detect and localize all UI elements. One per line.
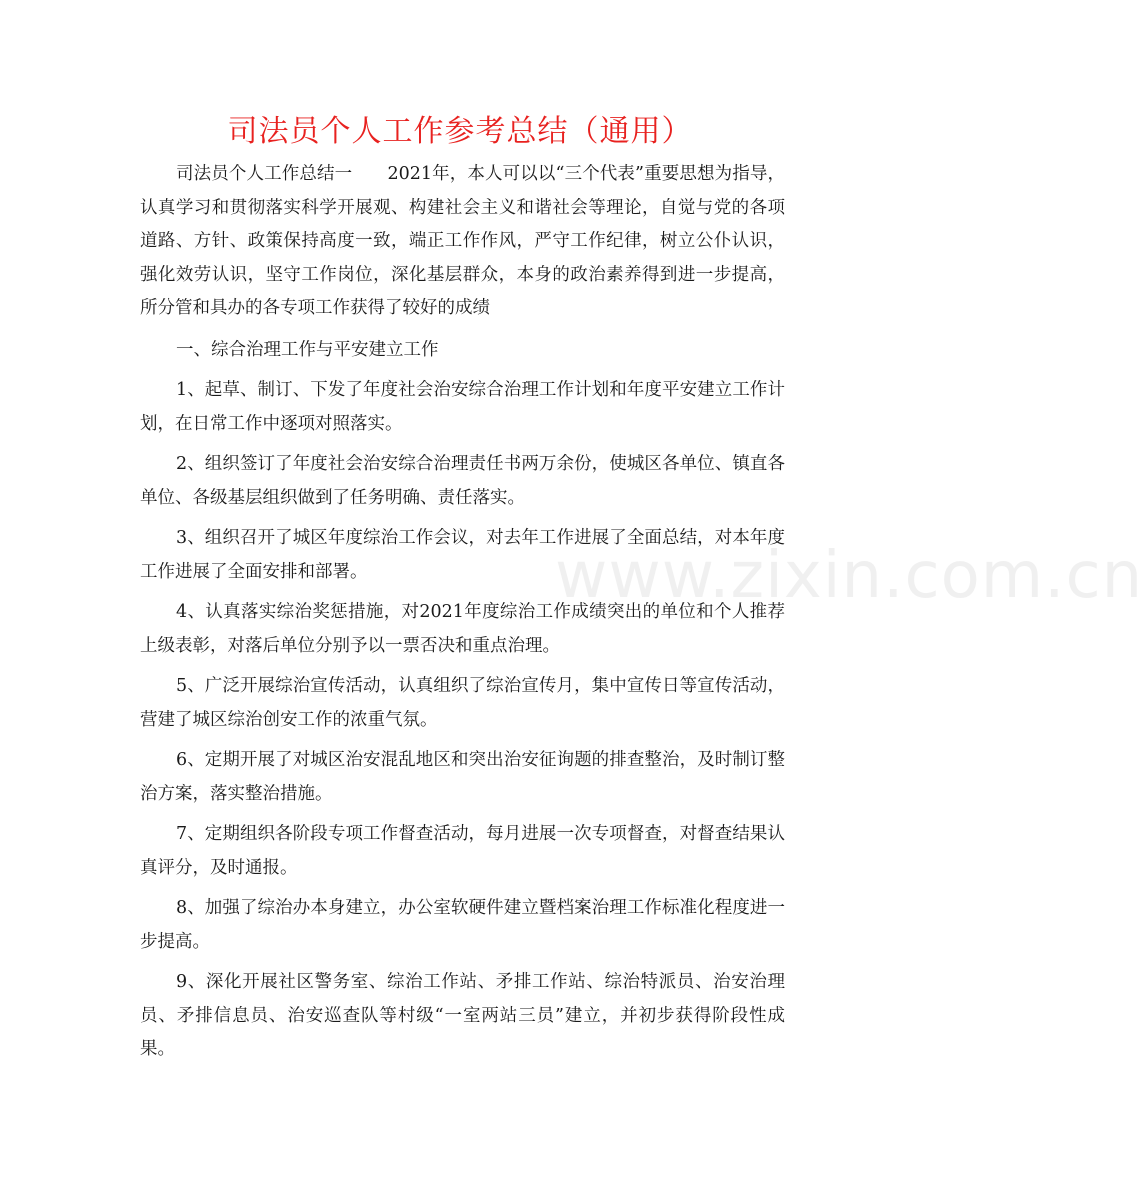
list-item: 6、定期开展了对城区治安混乱地区和突出治安征询题的排查整治，及时制订整治方案，落实整治措施。 <box>140 750 785 804</box>
list-item: 9、深化开展社区警务室、综治工作站、矛排工作站、综治特派员、治安治理员、矛排信息员、治安巡查队等村级“一室两站三员”建立，并初步获得阶段性成果。 <box>140 972 785 1059</box>
list-item: 4、认真落实综治奖惩措施，对2021年度综治工作成绩突出的单位和个人推荐上级表彰，对落后单位分别予以一票否决和重点治理。 <box>140 602 785 656</box>
paragraph-intro: 司法员个人工作总结一 2021年，本人可以以“三个代表”重要思想为指导，认真学习和贯彻落实科学开展观、构建社会主义和谐社会等理论，自觉与党的各项道路、方针、政策保持高度一致，端正工作作风，严守工作纪律，树立公仆认识，强化效劳认识，坚守工作岗位，深化基层群众，本身的政治素养得到进一步提高，所分管和具办的各专项工作获得了较好的成绩 <box>140 164 785 318</box>
document-body <box>140 158 785 1074</box>
list-item: 1、起草、制订、下发了年度社会治安综合治理工作计划和年度平安建立工作计划，在日常工作中逐项对照落实。 <box>140 380 785 434</box>
section-heading: 一、综合治理工作与平安建立工作 <box>176 339 439 360</box>
list-item: 3、组织召开了城区年度综治工作会议，对去年工作进展了全面总结，对本年度工作进展了全面安排和部署。 <box>140 528 785 582</box>
list-item: 2、组织签订了年度社会治安综合治理责任书两万余份，使城区各单位、镇直各单位、各级基层组织做到了任务明确、责任落实。 <box>140 454 785 508</box>
watermark-text: www.zixin.com.cn <box>555 539 1143 613</box>
document-title: 司法员个人工作参考总结（通用） <box>227 114 693 149</box>
list-item: 8、加强了综治办本身建立，办公室软硬件建立暨档案治理工作标准化程度进一步提高。 <box>140 898 785 952</box>
list-item: 7、定期组织各阶段专项工作督查活动，每月进展一次专项督查，对督查结果认真评分，及时通报。 <box>140 824 785 878</box>
list-item: 5、广泛开展综治宣传活动，认真组织了综治宣传月，集中宣传日等宣传活动，营建了城区综治创安工作的浓重气氛。 <box>140 676 785 730</box>
